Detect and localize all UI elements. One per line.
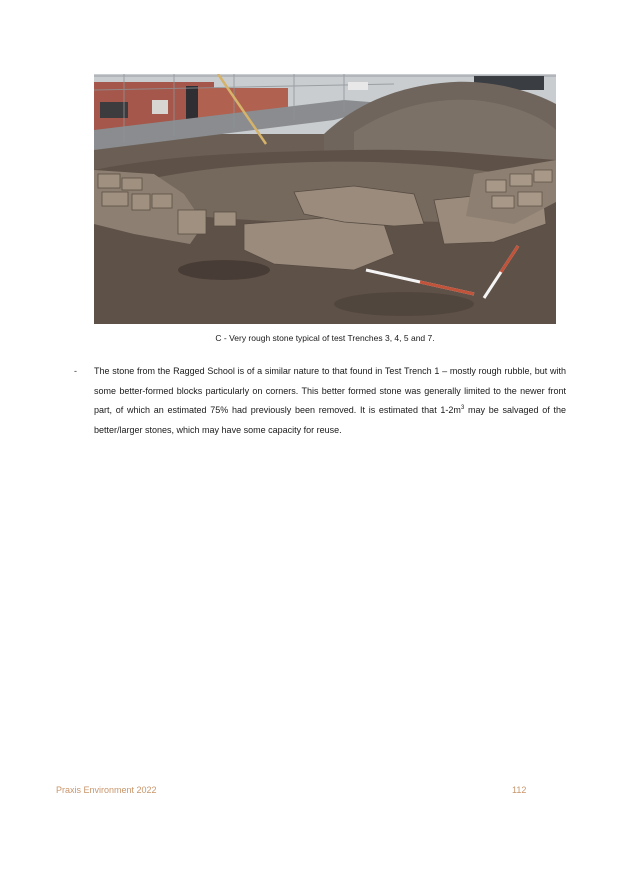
body-paragraph: [94, 362, 566, 440]
excavation-photo-illustration: [94, 74, 556, 324]
body-paragraph-text-continued: may be salvaged of the better/larger stones, which may have some capacity for reuse.: [94, 405, 566, 435]
cubic-superscript: 3: [460, 405, 465, 411]
footer-page-number: 112: [512, 785, 527, 795]
footer-organisation: Praxis Environment 2022: [56, 785, 157, 795]
figure-caption: C - Very rough stone typical of test Trenches 3, 4, 5 and 7.: [215, 333, 435, 343]
bullet-marker: -: [74, 366, 77, 376]
body-paragraph-text: The stone from the Ragged School is of a similar nature to that found in Test Trench 1 – mostly rough rubble, but with some better-formed blocks particularly on corners. This better formed stone was generally limited to the newer front part, of which an estimated 75% had previously been removed. It is estimated that 1-2m: [94, 366, 566, 415]
excavation-photo: [94, 74, 556, 324]
